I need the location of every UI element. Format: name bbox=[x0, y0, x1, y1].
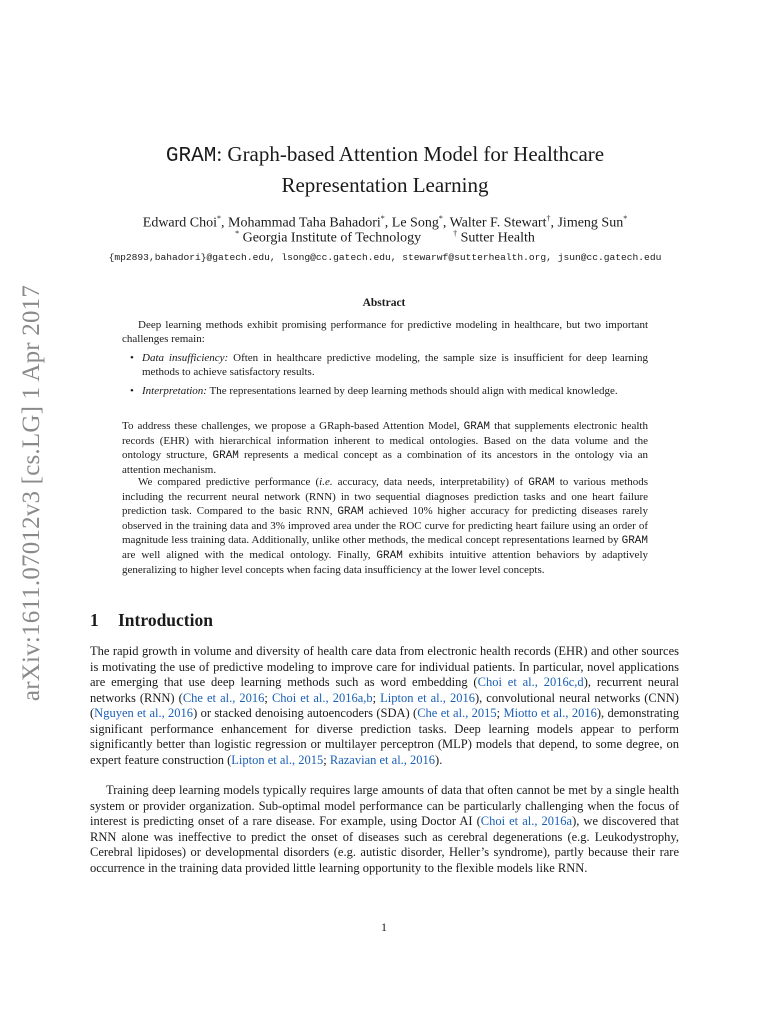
affiliation-mark: * bbox=[623, 214, 628, 223]
affiliation-mark: * bbox=[438, 214, 443, 223]
model-name: GRAM bbox=[376, 550, 403, 562]
affiliation-mark: † bbox=[546, 214, 551, 223]
bullet-term: Interpretation: bbox=[142, 385, 207, 397]
bullet-term: Data insufficiency: bbox=[142, 352, 229, 364]
text-run: Training deep learning models typically requires large amounts of data that often cannot be met by a single health system or provider organization. Sub-optimal model performance can be particularly challenging when the focus of interest is predicting onset of a rare disease. For example, using Doctor AI ( bbox=[90, 783, 679, 828]
text-run: ), convolutional neural networks (CNN) ( bbox=[90, 690, 679, 720]
text-run: To address these challenges, we propose a GRaph-based Attention Model, bbox=[122, 420, 464, 432]
text-run: to various methods including the recurrent neural network (RNN) in two sequential diagnoses prediction tasks and one heart failure prediction task. Compared to the basic RNN, bbox=[122, 476, 649, 517]
bullet-text: The representations learned by deep learning methods should align with medical knowledge. bbox=[206, 385, 618, 397]
bullet-icon: • bbox=[130, 352, 134, 364]
citation-link[interactable]: Miotto et al., 2016 bbox=[503, 706, 597, 720]
abstract-intro: Deep learning methods exhibit promising performance for predictive modeling in healthcare, but two important challenges remain: bbox=[122, 319, 648, 345]
abstract-bullet bbox=[122, 384, 648, 398]
citation-link[interactable]: Choi et al., 2016c,d bbox=[477, 675, 584, 689]
text-run: ), recurrent neural networks (RNN) ( bbox=[90, 675, 680, 705]
citation-link[interactable]: Nguyen et al., 2016 bbox=[94, 706, 194, 720]
bullet-text: Often in healthcare predictive modeling, the sample size is insufficient for deep learning methods to achieve satisfactory results. bbox=[142, 352, 648, 378]
affiliation-name: Sutter Health bbox=[457, 230, 535, 246]
text-run: ) or stacked denoising autoencoders (SDA) ( bbox=[193, 706, 418, 720]
author-name: Edward Choi bbox=[142, 215, 218, 231]
citation-link[interactable]: Choi et al., 2016a bbox=[480, 814, 573, 828]
arxiv-identifier: arXiv:1611.07012v3 [cs.LG] 1 Apr 2017 bbox=[18, 284, 45, 702]
section-heading bbox=[90, 610, 213, 631]
citation-link[interactable]: Lipton et al., 2016 bbox=[380, 690, 475, 705]
citation-link[interactable]: Razavian et al., 2016 bbox=[329, 752, 436, 767]
author-list: Edward Choi*, Mohammad Taha Bahadori*, Le Song*, Walter F. Stewart†, Jimeng Sun* bbox=[142, 214, 628, 231]
text-run: ; bbox=[323, 752, 330, 767]
title-line-2: Representation Learning bbox=[281, 173, 489, 197]
affiliation-mark: * bbox=[235, 229, 240, 238]
model-name: GRAM bbox=[621, 535, 648, 547]
text-run: exhibits intuitive attention behaviors by adaptively generalizing to higher level concepts when facing data insufficiency at the lower level concepts. bbox=[122, 549, 648, 576]
author-emails: {mp2893,bahadori}@gatech.edu, lsong@cc.gatech.edu, stewarwf@sutterhealth.org, jsun@cc.gatech.edu bbox=[108, 252, 662, 263]
model-name: GRAM bbox=[337, 506, 364, 518]
text-run: ). bbox=[435, 752, 443, 767]
author-name: Jimeng Sun bbox=[557, 215, 624, 231]
text-run: ; bbox=[496, 706, 504, 720]
author-name: Walter F. Stewart bbox=[449, 215, 547, 231]
title-model-name: GRAM bbox=[165, 145, 217, 168]
text-run: achieved 10% higher accuracy for predicting diseases rarely observed in the training data and 3% improved area under the ROC curve for predicting heart failure using an order of magnitude less training data. Additionally, unlike other methods, the medical concept representations learned by bbox=[122, 505, 648, 546]
model-name: GRAM bbox=[463, 421, 491, 433]
title-line-1: : Graph-based Attention Model for Healthcare bbox=[216, 142, 605, 166]
abstract-paragraph-3 bbox=[122, 475, 648, 577]
author-name: Mohammad Taha Bahadori bbox=[228, 215, 381, 231]
citation-link[interactable]: Choi et al., 2016a,b bbox=[271, 690, 373, 705]
text-run: ), demonstrating significant performance enhancement for diverse prediction tasks. Deep learning models appear to perform significantly better than logistic regression or multilayer perceptron (MLP) models that depend, to some degree, on expert feature construction ( bbox=[90, 706, 680, 767]
model-name: GRAM bbox=[212, 450, 239, 462]
text-run: are well aligned with the medical ontology. Finally, bbox=[122, 549, 377, 561]
text-run: represents a medical concept as a combination of its ancestors in the ontology via an attention mechanism. bbox=[122, 449, 648, 476]
text-run: ), we discovered that RNN alone was ineffective to predict the onset of diseases such as cerebral degenerations (e.g. Leukodystrophy, Cerebral lipidoses) or developmental disorders (e.g. autistic disorder, Heller’s syndrome), partly because their rare occurrence in the training data provided little learning opportunity to the flexible models like RNN. bbox=[90, 814, 679, 875]
text-run: The rapid growth in volume and diversity of health care data from electronic health records (EHR) and other sources is motivating the use of predictive modeling to improve care for individual patients. In particular, novel applications are emerging that use deep learning methods such as word embedding ( bbox=[90, 644, 679, 689]
text-run: i.e. bbox=[319, 476, 333, 488]
affiliation-name: Georgia Institute of Technology bbox=[239, 230, 422, 246]
text-run: accuracy, data needs, interpretability) of bbox=[332, 476, 529, 488]
text-run: ; bbox=[372, 690, 381, 705]
citation-link[interactable]: Lipton et al., 2015 bbox=[231, 752, 324, 767]
paper-title bbox=[90, 140, 680, 200]
abstract-heading: Abstract bbox=[362, 297, 406, 309]
abstract-bullet bbox=[122, 351, 648, 379]
affiliation-mark: * bbox=[380, 214, 385, 223]
citation-link[interactable]: Che et al., 2016 bbox=[182, 690, 265, 705]
intro-paragraph-1 bbox=[90, 644, 679, 768]
intro-paragraph-2 bbox=[90, 783, 679, 876]
affiliations bbox=[60, 229, 710, 247]
affiliation-mark: * bbox=[217, 214, 222, 223]
text-run: ; bbox=[264, 690, 272, 705]
arxiv-sidebar bbox=[14, 278, 50, 708]
citation-link[interactable]: Che et al., 2015 bbox=[417, 706, 497, 720]
abstract-paragraph-2 bbox=[122, 419, 648, 477]
author-name: Le Song bbox=[391, 215, 439, 231]
text-run: that supplements electronic health records (EHR) with hierarchical information inherent to medical ontologies. Based on the data volume and the ontology structure, bbox=[122, 420, 648, 461]
model-name: GRAM bbox=[528, 477, 555, 489]
page-number: 1 bbox=[381, 920, 387, 934]
bullet-icon: • bbox=[130, 385, 134, 397]
affiliation-mark: † bbox=[453, 229, 458, 238]
section-number: 1 bbox=[90, 610, 99, 630]
section-title: Introduction bbox=[118, 610, 213, 630]
text-run: We compared predictive performance ( bbox=[138, 476, 320, 488]
